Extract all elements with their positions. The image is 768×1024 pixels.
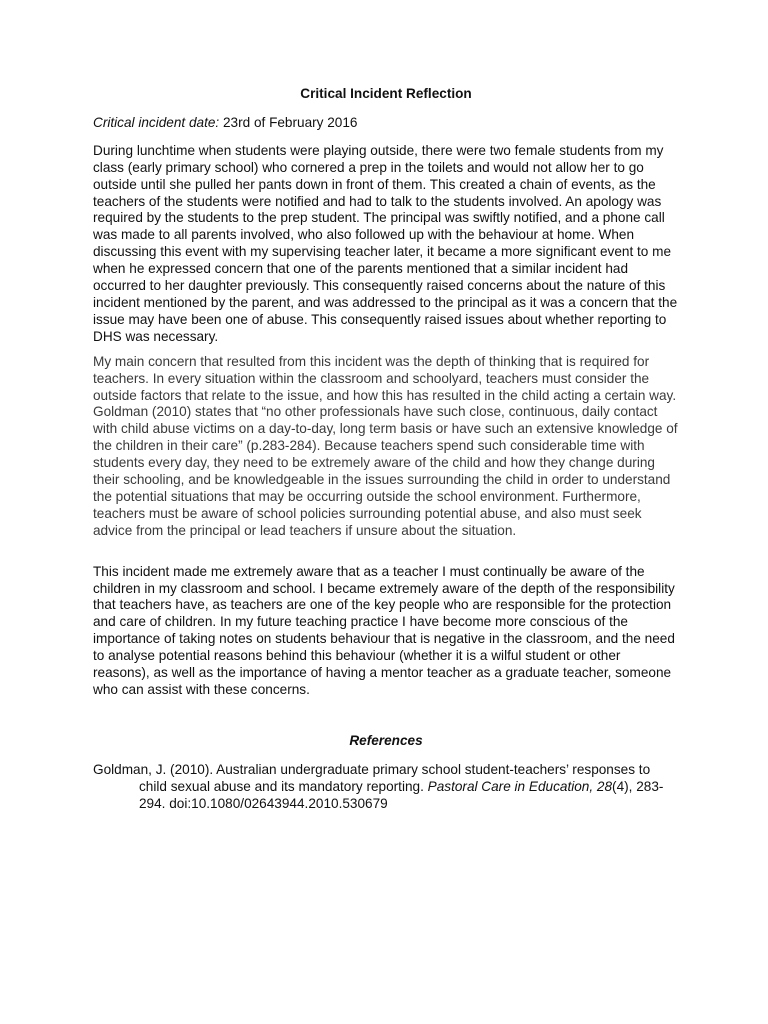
document-title: Critical Incident Reflection — [300, 86, 472, 101]
incident-date-label: Critical incident date: — [93, 114, 220, 130]
document-page — [93, 86, 679, 813]
incident-date-line — [93, 115, 679, 132]
references-heading: References — [349, 732, 423, 748]
reference-authors-title: Goldman, J. (2010). Australian undergraduate primary school student-teachers’ responses to child sexual abuse and its mandatory reporting. — [93, 761, 651, 794]
paragraph-incident-description: During lunchtime when students were playing outside, there were two female students from my class (early primary school) who cornered a prep in the toilets and would not allow her to go outside until she pulled her pants down in front of them. This created a chain of events, as the teachers of the students were notified and had to talk to the students involved. An apology was required by the students to the prep student. The principal was swiftly notified, and a phone call was made to all parents involved, who also followed up with the behaviour at home. When discussing this event with my supervising teacher later, it became a more significant event to me when he expressed concern that one of the parents mentioned that a similar incident had occurred to her daughter previously. This consequently raised concerns about the nature of this incident mentioned by the parent, and was addressed to the principal as it was a concern that the issue may have been one of abuse. This consequently raised issues about whether reporting to DHS was necessary. — [93, 142, 678, 344]
paragraph-main-concern: My main concern that resulted from this incident was the depth of thinking that is required for teachers. In every situation within the classroom and schoolyard, teachers must consider the outside factors that relate to the issue, and how this has resulted in the child acting a certain way. Goldman (2010) states that “no other professionals have such close, continuous, daily contact with child abuse victims on a day-to-day, long term basis or have such an extensive knowledge of the children in their care” (p.283-284). Because teachers spend such considerable time with students every day, they need to be extremely aware of the child and how they change during their schooling, and be knowledgeable in the issues surrounding the child in order to understand the potential situations that may be occurring outside the school environment. Furthermore, teachers must be aware of school policies surrounding potential abuse, and also must seek advice from the principal or lead teachers if unsure about the situation. — [93, 353, 678, 538]
reference-journal: Pastoral Care in Education, 28 — [427, 778, 613, 794]
incident-date-value: 23rd of February 2016 — [222, 114, 358, 130]
reference-entry — [93, 762, 679, 813]
paragraph-future-practice: This incident made me extremely aware that as a teacher I must continually be aware of the children in my classroom and school. I became extremely aware of the depth of the responsibility that teachers have, as teachers are one of the key people who are responsible for the protection and care of children. In my future teaching practice I have become more conscious of the importance of taking notes on students behaviour that is negative in the classroom, and the need to analyse potential reasons behind this behaviour (whether it is a wilful student or other reasons), as well as the importance of having a mentor teacher as a graduate teacher, someone who can assist with these concerns. — [93, 563, 675, 697]
reference-issue-pages: (4), 283-294. doi:10.1080/02643944.2010.530679 — [139, 778, 664, 811]
